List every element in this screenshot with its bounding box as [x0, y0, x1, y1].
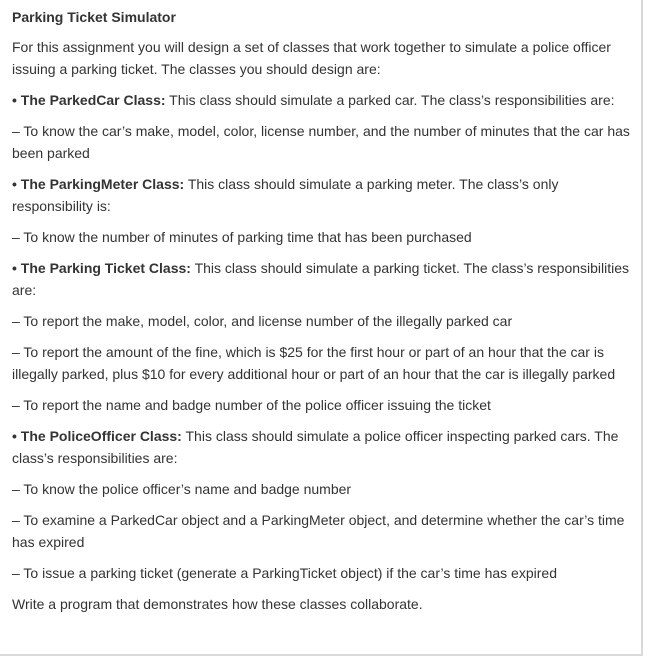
closing-paragraph: Write a program that demonstrates how these classes collaborate.: [12, 596, 423, 612]
parkingticket-responsibility-1: – To report the make, model, color, and license number of the illegally parked car: [12, 313, 513, 329]
parkingmeter-class-label: • The ParkingMeter Class:: [12, 176, 185, 192]
policeofficer-responsibility-2: – To examine a ParkedCar object and a ParkingMeter object, and determine whether the car’s time has expired: [12, 512, 625, 550]
parkedcar-responsibility-1: – To know the car’s make, model, color, license number, and the number of minutes that the car has been parked: [12, 123, 630, 161]
parkingmeter-responsibility-1: – To know the number of minutes of parking time that has been purchased: [12, 229, 472, 245]
parkingticket-responsibility-2: – To report the amount of the fine, which is $25 for the first hour or part of an hour that the car is illegally parked, plus $10 for every additional hour or part of an hour that the car is illegally parked: [12, 344, 616, 382]
parkingticket-responsibility-3: – To report the name and badge number of the police officer issuing the ticket: [12, 397, 491, 413]
parkingmeter-class-paragraph: [12, 173, 632, 217]
parkingmeter-class-text: This class should simulate a parking meter. The class’s only responsibility is:: [12, 176, 559, 214]
assignment-content: [12, 7, 632, 624]
parkedcar-class-text: This class should simulate a parked car. The class’s responsibilities are:: [165, 92, 615, 108]
intro-paragraph: For this assignment you will design a set of classes that work together to simulate a police officer issuing a parking ticket. The classes you should design are:: [12, 39, 611, 77]
parkedcar-class-label: • The ParkedCar Class:: [12, 92, 166, 108]
parkingticket-class-text: This class should simulate a parking ticket. The class’s responsibilities are:: [12, 260, 630, 298]
policeofficer-class-paragraph: [12, 425, 632, 469]
policeofficer-class-label: • The PoliceOfficer Class:: [12, 428, 182, 444]
policeofficer-class-text: This class should simulate a police officer inspecting parked cars. The class’s responsibilities are:: [12, 428, 619, 466]
parkedcar-class-paragraph: [12, 89, 632, 111]
policeofficer-responsibility-3: – To issue a parking ticket (generate a ParkingTicket object) if the car’s time has expired: [12, 565, 557, 581]
policeofficer-responsibility-1: – To know the police officer’s name and badge number: [12, 481, 352, 497]
parkingticket-class-label: • The Parking Ticket Class:: [12, 260, 191, 276]
document-title: Parking Ticket Simulator: [12, 9, 176, 25]
parkingticket-class-paragraph: [12, 257, 632, 301]
